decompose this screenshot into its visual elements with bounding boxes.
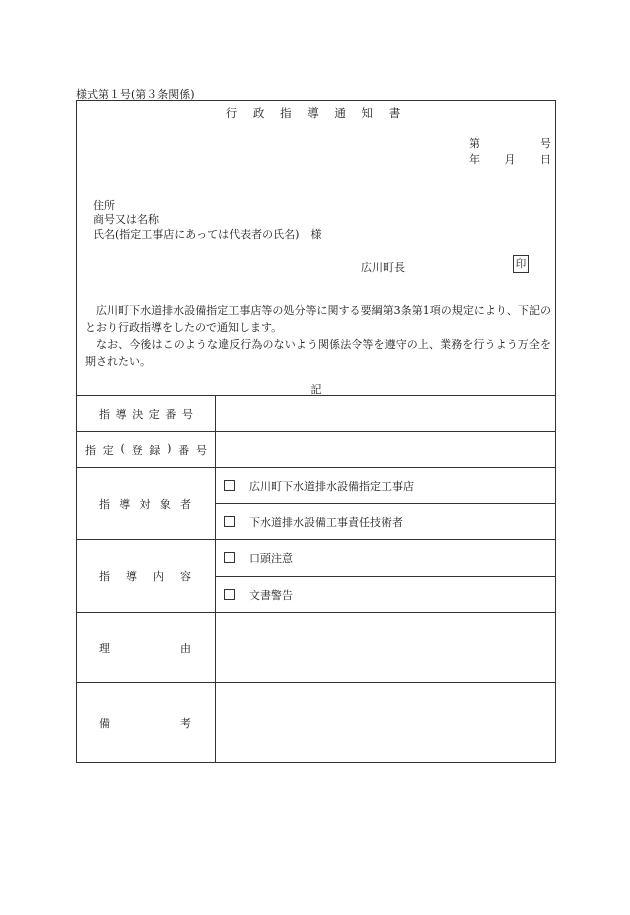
ki-heading: 記 xyxy=(310,383,322,396)
char: 象 xyxy=(159,497,171,511)
char: ( xyxy=(120,441,125,455)
content-option-oral[interactable] xyxy=(216,540,556,577)
date-line xyxy=(469,151,551,167)
notice-header-area xyxy=(77,101,555,395)
addressee-trade-name: 商号又は名称 xyxy=(93,213,159,226)
value-designation-number[interactable] xyxy=(216,432,556,468)
value-decision-number[interactable] xyxy=(216,396,556,432)
document-number-line xyxy=(469,135,551,151)
addressee-name: 氏名(指定工事店にあっては代表者の氏名) 様 xyxy=(93,228,322,241)
char: 番 xyxy=(165,407,177,421)
row-decision-number xyxy=(77,396,555,432)
checkbox-icon[interactable] xyxy=(224,589,235,600)
option-label: 広川町下水道排水設備指定工事店 xyxy=(249,479,414,493)
label-decision-number xyxy=(77,396,216,432)
char: 考 xyxy=(180,716,191,730)
char: 内 xyxy=(153,570,164,583)
char: 登 xyxy=(131,443,143,457)
option-label: 文書警告 xyxy=(249,588,293,602)
label-remarks xyxy=(77,683,216,763)
target-option-engineer[interactable] xyxy=(216,504,556,540)
guidance-table xyxy=(77,395,555,763)
number-go: 号 xyxy=(540,137,551,150)
char: 録 xyxy=(149,443,161,457)
row-remarks xyxy=(77,683,555,763)
option-label: 下水道排水設備工事責任技術者 xyxy=(249,515,403,529)
char: 備 xyxy=(99,716,110,730)
checkbox-icon[interactable] xyxy=(224,480,235,491)
char: 指 xyxy=(99,407,110,421)
char: 導 xyxy=(115,407,127,421)
seal-mark: 印 xyxy=(513,255,529,273)
date-month: 月 xyxy=(504,153,516,166)
char: 理 xyxy=(99,641,110,655)
char: 導 xyxy=(126,570,137,583)
char: 決 xyxy=(132,407,144,421)
value-remarks[interactable] xyxy=(216,683,556,763)
row-reason xyxy=(77,613,555,683)
char: 指 xyxy=(85,443,96,457)
char: 由 xyxy=(180,641,191,655)
number-dai: 第 xyxy=(469,137,480,150)
char: 定 xyxy=(102,443,114,457)
char: 指 xyxy=(99,570,110,583)
addressee-address: 住所 xyxy=(93,199,115,212)
label-reason xyxy=(77,613,216,683)
char: ) xyxy=(167,441,172,455)
document-title: 行 政 指 導 通 知 書 xyxy=(225,106,407,120)
date-year: 年 xyxy=(469,153,480,166)
target-option-contractor[interactable] xyxy=(216,468,556,504)
form-id: 様式第１号(第３条関係) xyxy=(76,88,195,101)
content-option-written[interactable] xyxy=(216,577,556,613)
value-reason[interactable] xyxy=(216,613,556,683)
char: 対 xyxy=(139,497,151,511)
row-target-1 xyxy=(77,468,555,504)
char: 号 xyxy=(181,407,193,421)
label-target xyxy=(77,468,216,540)
char: 容 xyxy=(180,570,191,583)
char: 号 xyxy=(195,443,207,457)
issuer-title: 広川町長 xyxy=(361,261,405,274)
label-designation-number xyxy=(77,432,216,468)
row-content-1 xyxy=(77,540,555,577)
char: 指 xyxy=(99,497,110,511)
row-designation-number xyxy=(77,432,555,468)
char: 番 xyxy=(178,443,190,457)
option-label: 口頭注意 xyxy=(249,552,293,565)
body-paragraph-2: なお、今後はこのような違反行為のないよう関係法令等を遵守の上、業務を行うよう万全を期されたい。 xyxy=(85,338,551,368)
notice-sheet xyxy=(76,100,556,763)
checkbox-icon[interactable] xyxy=(224,552,235,563)
label-content xyxy=(77,540,216,613)
char: 定 xyxy=(148,407,160,421)
date-day: 日 xyxy=(540,153,551,166)
char: 導 xyxy=(119,497,131,511)
notice-body xyxy=(85,302,551,370)
checkbox-icon[interactable] xyxy=(224,516,235,527)
body-paragraph-1: 広川町下水道排水設備指定工事店等の処分等に関する要綱第3条第1項の規定により、下記のとおり行政指導をしたので通知します。 xyxy=(85,304,551,334)
char: 者 xyxy=(180,497,191,511)
